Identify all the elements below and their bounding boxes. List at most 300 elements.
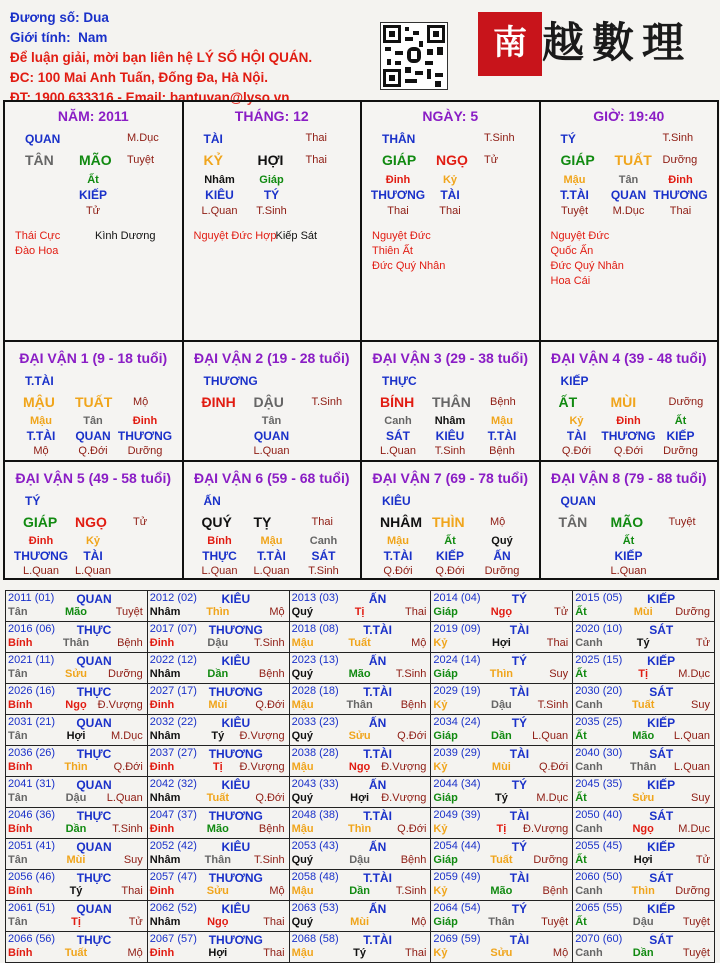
hidden-stem: Tân <box>83 415 103 427</box>
year-stage: Mộ <box>269 606 285 618</box>
year-cell <box>6 715 148 746</box>
hidden-stem: Ất <box>87 174 99 186</box>
year-branch: Mùi <box>633 606 653 618</box>
year-label: 2059 (49) <box>433 871 481 883</box>
year-stage: Mộ <box>552 947 569 959</box>
year-stem: Quý <box>291 916 313 928</box>
year-branch: Ngọ <box>65 699 87 711</box>
hidden-stage: Thai <box>387 205 409 217</box>
year-ten-god: KIÊU <box>221 716 251 730</box>
hidden-ten-god: ẤN <box>493 549 511 563</box>
year-branch: Ngọ <box>490 606 513 618</box>
year-cell <box>6 932 148 963</box>
hidden-ten-god: SÁT <box>311 549 336 563</box>
hidden-stem: Ất <box>622 535 635 547</box>
year-stage: Bệnh <box>258 668 285 680</box>
year-stage: Dưỡng <box>108 668 143 680</box>
year-stem: Bính <box>8 761 33 773</box>
year-stage: Bệnh <box>258 823 285 835</box>
year-stem: Tân <box>8 916 28 928</box>
heavenly-stem: GIÁP <box>23 514 58 530</box>
hidden-stem: Ất <box>674 415 687 427</box>
year-stem: Canh <box>575 699 603 711</box>
year-ten-god: QUAN <box>76 778 112 792</box>
year-ten-god: KIÊU <box>221 654 251 668</box>
luck-title: ĐẠI VẬN 4 (39 - 48 tuổi) <box>550 350 707 366</box>
growth-stage: Thai <box>305 132 327 144</box>
year-stem: Kỷ <box>433 885 448 897</box>
year-cell <box>289 808 431 839</box>
star: Quốc Ấn <box>550 245 594 257</box>
year-label: 2056 (46) <box>8 871 56 883</box>
year-ten-god: TÀI <box>509 685 530 699</box>
year-stage: L.Quan <box>673 761 710 773</box>
year-cell <box>147 622 289 653</box>
year-stage: Đ.Vượng <box>239 730 285 742</box>
hidden-ten-god: T.TÀI <box>26 429 56 443</box>
year-ten-god: KIẾP <box>647 592 676 606</box>
year-branch: Mão <box>490 885 513 897</box>
year-cell <box>147 932 289 963</box>
year-branch: Tị <box>212 761 223 773</box>
year-stage: Thai <box>546 637 569 649</box>
year-cell <box>147 839 289 870</box>
year-label: 2051 (41) <box>8 840 56 852</box>
ten-god: TÝ <box>560 132 576 146</box>
year-cell <box>147 808 289 839</box>
star: Kiếp Sát <box>275 230 318 242</box>
year-cell <box>6 777 148 808</box>
heavenly-stem: NHÂM <box>380 514 422 530</box>
year-branch: Mùi <box>491 761 511 773</box>
year-cell <box>6 622 148 653</box>
hidden-stem: Bính <box>207 535 232 547</box>
year-cell <box>431 715 573 746</box>
year-ten-god: TÀI <box>509 623 530 637</box>
year-stem: Tân <box>8 854 28 866</box>
year-stem: Tân <box>8 730 28 742</box>
year-label: 2025 (15) <box>575 654 623 666</box>
year-cell <box>573 622 715 653</box>
year-ten-god: T.TÀI <box>363 871 392 885</box>
year-cell <box>6 591 148 622</box>
pillar-title: NGÀY: 5 <box>422 108 479 124</box>
year-cell <box>147 653 289 684</box>
year-label: 2026 (16) <box>8 685 56 697</box>
star: Nguyệt Đức Hợp <box>193 230 277 242</box>
year-stem: Ất <box>575 730 587 742</box>
year-cell <box>431 622 573 653</box>
year-stem: Bính <box>8 885 33 897</box>
year-stem: Mậu <box>291 637 314 649</box>
ten-god: ẤN <box>203 494 221 508</box>
heavenly-stem: QUÝ <box>201 514 232 530</box>
year-stem: Quý <box>291 606 313 618</box>
year-label: 2049 (39) <box>433 809 481 821</box>
year-label: 2067 (57) <box>149 933 197 945</box>
year-ten-god: SÁT <box>649 809 674 823</box>
year-cell <box>573 684 715 715</box>
year-stage: Đ.Vượng <box>239 761 285 773</box>
growth-stage: Mộ <box>133 396 149 408</box>
hidden-ten-god: TÝ <box>263 188 280 202</box>
year-label: 2054 (44) <box>433 840 481 852</box>
hidden-ten-god: TÀI <box>83 549 103 563</box>
hidden-stage: Thai <box>669 205 692 217</box>
heavenly-stem: BÍNH <box>380 394 415 410</box>
year-ten-god: QUAN <box>76 654 112 668</box>
year-ten-god: TÝ <box>511 840 528 854</box>
hidden-stem: Mậu <box>260 535 283 547</box>
gender-value: Nam <box>78 30 108 45</box>
hidden-ten-god: THỰC <box>202 549 237 563</box>
qr-code-icon[interactable] <box>380 22 448 90</box>
year-stage: Mộ <box>127 947 143 959</box>
luck-title: ĐẠI VẬN 8 (79 - 88 tuổi) <box>550 470 707 486</box>
year-cell <box>289 901 431 932</box>
year-ten-god: SÁT <box>649 747 674 761</box>
year-stem: Canh <box>575 947 603 959</box>
year-branch: Thìn <box>489 668 513 680</box>
header-info <box>10 8 312 108</box>
year-branch: Tị <box>496 823 507 835</box>
year-stage: M.Dục <box>536 792 569 804</box>
year-stage: Bệnh <box>542 885 569 897</box>
year-branch: Ngọ <box>348 761 371 773</box>
year-label: 2029 (19) <box>433 685 481 697</box>
growth-stage: T.Sinh <box>484 132 515 144</box>
branch-stage: Thai <box>305 154 327 166</box>
hidden-stage: Q.Đới <box>383 565 413 577</box>
year-stage: M.Dục <box>111 730 143 742</box>
year-label: 2070 (60) <box>575 933 623 945</box>
year-cell <box>147 777 289 808</box>
hidden-stem: Đinh <box>132 415 158 427</box>
year-stem: Kỷ <box>433 823 448 835</box>
year-branch: Mão <box>632 730 655 742</box>
year-cell <box>147 715 289 746</box>
year-cell <box>289 591 431 622</box>
hidden-stage: Dưỡng <box>127 445 163 457</box>
year-ten-god: THƯƠNG <box>208 809 263 823</box>
year-stem: Nhâm <box>149 854 181 866</box>
earthly-branch: TUẤT <box>614 152 652 168</box>
year-cell <box>147 746 289 777</box>
year-cell <box>289 777 431 808</box>
year-ten-god: SÁT <box>649 685 674 699</box>
year-branch: Tý <box>69 885 83 897</box>
year-stage: Q.Đới <box>397 730 427 742</box>
year-stage: Tuyệt <box>115 606 143 618</box>
growth-stage: M.Dục <box>127 132 159 144</box>
year-cell <box>573 808 715 839</box>
year-ten-god: THƯƠNG <box>208 685 263 699</box>
pillar-2 <box>360 100 541 342</box>
earthly-branch: MÃO <box>79 152 112 168</box>
ten-god: T.TÀI <box>25 374 54 388</box>
year-branch: Dần <box>349 885 370 897</box>
year-ten-god: ẤN <box>368 654 387 668</box>
year-stage: M.Dục <box>678 823 710 835</box>
pillar-title: THÁNG: 12 <box>234 108 309 124</box>
growth-stage: Bệnh <box>490 396 516 408</box>
year-branch: Dậu <box>632 916 654 928</box>
year-ten-god: TÀI <box>509 747 530 761</box>
year-stem: Giáp <box>433 916 458 928</box>
year-label: 2016 (06) <box>8 623 56 635</box>
hidden-stage: Dưỡng <box>663 445 698 457</box>
year-stem: Ất <box>575 792 587 804</box>
year-stem: Mậu <box>291 947 314 959</box>
year-branch: Thìn <box>347 823 372 835</box>
hidden-stem: Nhâm <box>204 174 235 186</box>
year-cell <box>6 808 148 839</box>
hidden-stage: T.Sinh <box>308 565 339 577</box>
year-ten-god: T.TÀI <box>363 623 392 637</box>
year-label: 2058 (48) <box>291 871 339 883</box>
year-branch: Hợi <box>491 637 511 649</box>
luck-title: ĐẠI VẬN 5 (49 - 58 tuổi) <box>15 470 172 486</box>
year-cell <box>289 870 431 901</box>
year-ten-god: THỰC <box>76 685 112 699</box>
hidden-stage: Thai <box>439 205 461 217</box>
hidden-ten-god: KIẾP <box>435 549 465 563</box>
year-ten-god: TÝ <box>511 716 528 730</box>
hidden-stage: L.Quan <box>22 565 60 577</box>
year-ten-god: QUAN <box>76 840 112 854</box>
pillar-title: NĂM: 2011 <box>57 108 129 124</box>
growth-stage: Tử <box>133 516 148 528</box>
year-cell <box>289 622 431 653</box>
year-label: 2011 (01) <box>8 592 55 604</box>
luck-title: ĐẠI VẬN 3 (29 - 38 tuổi) <box>372 350 529 366</box>
year-label: 2028 (18) <box>291 685 339 697</box>
hidden-ten-god: THƯƠNG <box>117 429 173 443</box>
year-ten-god: KIẾP <box>647 778 676 792</box>
year-stage: Thai <box>404 606 427 618</box>
year-cell <box>431 839 573 870</box>
name-label: Đương số: <box>10 10 80 25</box>
year-label: 2043 (33) <box>291 778 339 790</box>
year-stage: Suy <box>691 699 710 711</box>
year-branch: Hợi <box>208 947 228 959</box>
year-cell <box>573 839 715 870</box>
year-branch: Tuất <box>348 637 371 649</box>
hidden-stem: Kỷ <box>85 535 101 547</box>
growth-stage: Dưỡng <box>668 396 704 408</box>
year-cell <box>431 777 573 808</box>
year-stem: Ất <box>575 668 587 680</box>
year-ten-god: KIÊU <box>221 840 251 854</box>
pillar-3 <box>539 100 720 342</box>
hidden-stage: L.Quan <box>379 445 417 457</box>
year-label: 2050 (40) <box>575 809 623 821</box>
year-label: 2048 (38) <box>291 809 339 821</box>
year-stage: Thai <box>121 885 143 897</box>
luck-period-3 <box>360 340 541 462</box>
year-branch: Mùi <box>208 699 228 711</box>
star: Thiên Ất <box>372 245 413 257</box>
chart-grid <box>3 100 717 580</box>
year-stage: Bệnh <box>400 854 427 866</box>
contact-line-1: Để luận giải, mời bạn liên hệ LÝ SỐ HỘI QUÁN. <box>10 50 313 65</box>
year-branch: Thìn <box>64 761 88 773</box>
luck-title: ĐẠI VẬN 2 (19 - 28 tuổi) <box>193 350 350 366</box>
pillar-0 <box>3 100 184 342</box>
year-cell <box>6 901 148 932</box>
earthly-branch: TỴ <box>253 514 272 530</box>
year-label: 2021 (11) <box>8 654 55 666</box>
year-ten-god: TÀI <box>509 871 530 885</box>
year-branch: Tuất <box>490 854 513 866</box>
hidden-stage: Mộ <box>33 445 49 457</box>
year-ten-god: TÀI <box>509 933 530 947</box>
year-ten-god: KIẾP <box>647 840 676 854</box>
year-stem: Canh <box>575 823 603 835</box>
year-stage: T.Sinh <box>395 668 427 680</box>
year-branch: Tuất <box>631 699 655 711</box>
year-label: 2040 (30) <box>575 747 623 759</box>
year-label: 2012 (02) <box>149 592 197 604</box>
year-stem: Quý <box>291 668 313 680</box>
year-stage: Q.Đới <box>113 761 143 773</box>
hidden-stem: Đinh <box>385 174 411 186</box>
hidden-stage: T.Sinh <box>434 445 466 457</box>
year-cell <box>573 901 715 932</box>
year-cell <box>573 746 715 777</box>
year-stem: Bính <box>8 823 33 835</box>
year-stem: Nhâm <box>149 792 181 804</box>
year-ten-god: THƯƠNG <box>208 623 263 637</box>
year-stem: Tân <box>8 668 28 680</box>
year-label: 2022 (12) <box>149 654 197 666</box>
ten-god: TÀI <box>203 132 223 146</box>
year-stage: Tuyệt <box>541 916 569 928</box>
year-ten-god: THỰC <box>76 747 112 761</box>
heavenly-stem: TÂN <box>25 152 54 168</box>
hidden-stage: L.Quan <box>610 565 647 577</box>
phone-email-line: ĐT: 1900.633316 - Email: bantuvan@lyso.vn <box>10 90 290 105</box>
year-branch: Tý <box>353 947 367 959</box>
star: Hoa Cái <box>550 275 591 287</box>
year-stage: Suy <box>123 854 143 866</box>
year-stage: Q.Đới <box>397 823 427 835</box>
year-label: 2064 (54) <box>433 902 481 914</box>
year-stem: Đinh <box>149 823 175 835</box>
year-cell <box>6 746 148 777</box>
branch-stage: Tuyệt <box>127 154 155 166</box>
luck-period-8 <box>539 460 720 580</box>
year-label: 2055 (45) <box>575 840 623 852</box>
year-ten-god: T.TÀI <box>363 933 392 947</box>
hidden-stage: Dưỡng <box>484 565 520 577</box>
year-stem: Bính <box>8 699 33 711</box>
year-cell <box>431 746 573 777</box>
hidden-ten-god: SÁT <box>386 429 410 443</box>
star: Thái Cực <box>15 230 61 242</box>
year-cell <box>147 591 289 622</box>
year-stage: M.Dục <box>678 668 710 680</box>
year-stage: Thai <box>404 947 427 959</box>
year-cell <box>573 870 715 901</box>
year-branch: Thân <box>630 761 657 773</box>
year-ten-god: KIÊU <box>221 778 251 792</box>
year-ten-god: ẤN <box>368 778 387 792</box>
hidden-stage: Q.Đới <box>561 445 592 457</box>
year-branch: Tý <box>636 637 650 649</box>
year-label: 2044 (34) <box>433 778 481 790</box>
year-ten-god: KIẾP <box>647 902 676 916</box>
hidden-stem: Kỷ <box>442 174 458 186</box>
earthly-branch: THÂN <box>432 394 471 410</box>
hidden-ten-god: QUAN <box>75 429 111 443</box>
year-label: 2034 (24) <box>433 716 481 728</box>
year-label: 2033 (23) <box>291 716 339 728</box>
year-branch: Tị <box>354 606 365 618</box>
year-stem: Giáp <box>433 792 458 804</box>
hidden-stem: Mậu <box>563 174 586 186</box>
year-stem: Nhâm <box>149 916 181 928</box>
year-ten-god: KIÊU <box>221 592 251 606</box>
hidden-stem: Đinh <box>28 535 54 547</box>
growth-stage: Thai <box>311 516 333 528</box>
year-stage: Tử <box>128 916 143 928</box>
year-stem: Giáp <box>433 668 458 680</box>
year-cell <box>573 653 715 684</box>
year-branch: Tuất <box>206 792 229 804</box>
year-cell <box>573 932 715 963</box>
year-label: 2024 (14) <box>433 654 481 666</box>
year-stem: Bính <box>8 947 33 959</box>
year-ten-god: ẤN <box>368 592 387 606</box>
year-stage: Suy <box>549 668 569 680</box>
year-stage: Dưỡng <box>533 854 569 866</box>
hidden-ten-god: T.TÀI <box>560 188 589 202</box>
year-label: 2068 (58) <box>291 933 339 945</box>
year-stage: Q.Đới <box>538 761 569 773</box>
hidden-stem: Tân <box>618 174 639 186</box>
year-ten-god: SÁT <box>649 933 674 947</box>
year-branch: Tý <box>494 792 508 804</box>
year-stage: Thai <box>263 947 285 959</box>
year-label: 2042 (32) <box>149 778 197 790</box>
year-cell <box>289 932 431 963</box>
luck-title: ĐẠI VẬN 7 (69 - 78 tuổi) <box>372 470 529 486</box>
year-branch: Hợi <box>66 730 86 742</box>
year-stage: Thai <box>263 916 285 928</box>
hidden-ten-god: TÀI <box>566 429 587 443</box>
luck-period-2 <box>182 340 363 462</box>
year-ten-god: THƯƠNG <box>208 747 263 761</box>
hidden-ten-god: THƯƠNG <box>653 188 708 202</box>
year-cell <box>431 901 573 932</box>
year-stem: Đinh <box>149 699 175 711</box>
earthly-branch: HỢI <box>257 152 284 168</box>
year-cell <box>6 684 148 715</box>
year-cell <box>289 715 431 746</box>
logo <box>478 10 718 80</box>
year-branch: Thân <box>62 637 90 649</box>
year-ten-god: THƯƠNG <box>208 871 263 885</box>
year-ten-god: ẤN <box>368 716 387 730</box>
hidden-stem: Mậu <box>491 415 513 427</box>
hidden-ten-god: KIẾP <box>78 188 108 202</box>
year-label: 2038 (28) <box>291 747 339 759</box>
year-cell <box>431 932 573 963</box>
hidden-ten-god: THƯƠNG <box>601 429 656 443</box>
hidden-stage: Q.Đới <box>78 445 108 457</box>
address-line: ĐC: 100 Mai Anh Tuấn, Đống Đa, Hà Nội. <box>10 70 269 85</box>
